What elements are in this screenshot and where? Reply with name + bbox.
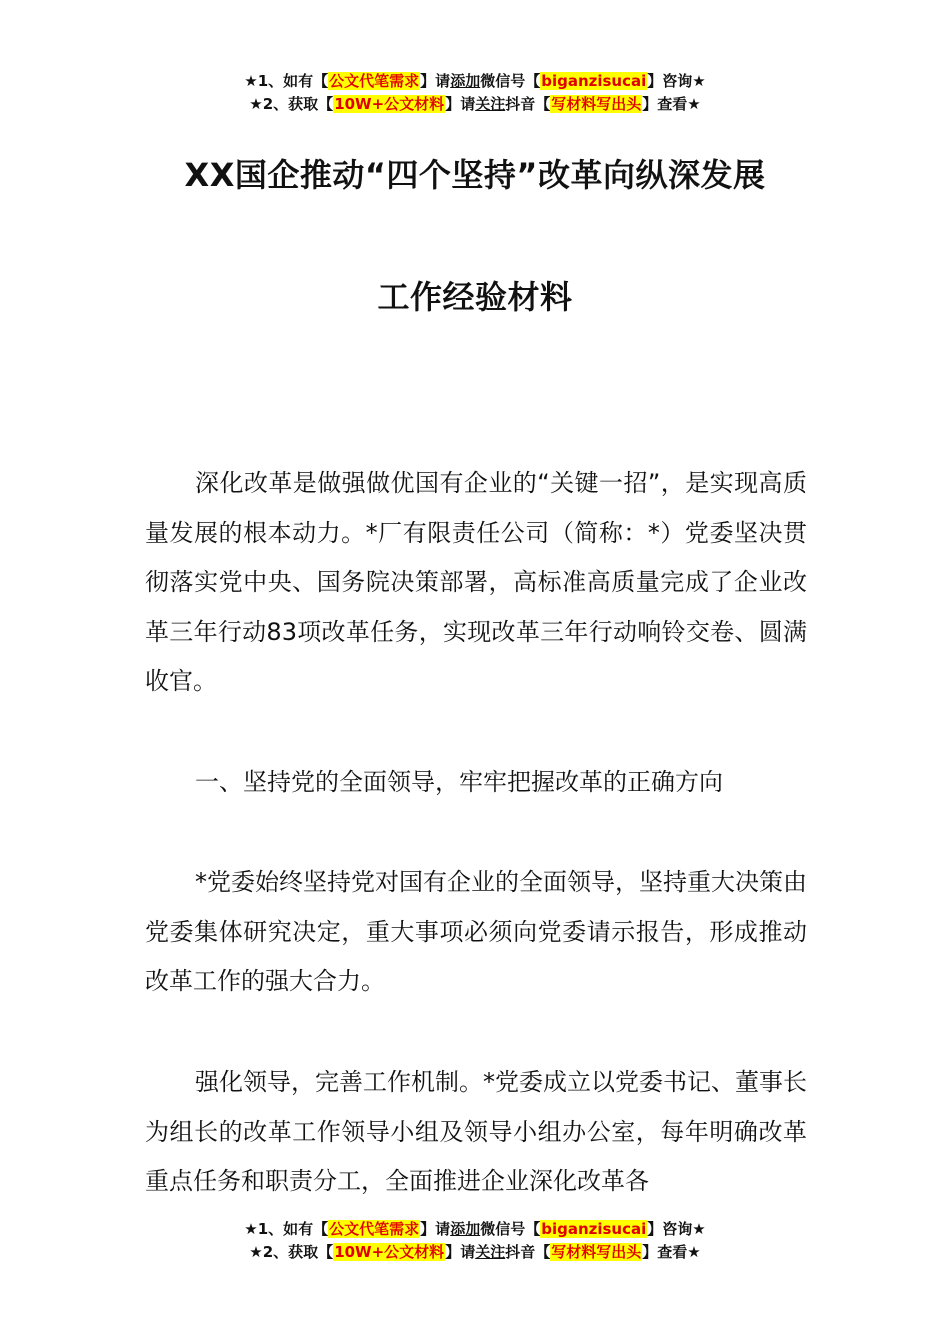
document-title-line-2: 工作经验材料 [377,278,573,316]
highlight-douyin-id: 写材料写出头 [551,1243,642,1261]
banner-underlined: 关注 [475,1243,506,1261]
banner-underlined: 添加 [450,72,481,90]
banner-text: 】请 [420,1220,451,1238]
banner-line-2 [0,1241,950,1264]
section-heading-1: 一、坚持党的全面领导，牢牢把握改革的正确方向 [195,768,723,796]
footer-banner [0,1218,950,1264]
paragraph-intro: 深化改革是做强做优国有企业的“关键一招”，是实现高质量发展的根本动力。*厂有限责任公司（简称：*）党委坚决贯彻落实党中央、国务院决策部署，高标准高质量完成了企业改革三年行动83项改革任务，实现改革三年行动响铃交卷、圆满收官。 [145,469,807,695]
banner-text: 】咨询★ [647,1220,706,1238]
header-banner [0,70,950,116]
banner-line-1 [0,1218,950,1241]
banner-text: 】请 [445,1243,476,1261]
highlight-service: 公文代笔需求 [329,72,420,90]
banner-text: ★2、获取【 [249,95,334,113]
banner-text: 】查看★ [642,95,701,113]
banner-text: 微信号【 [480,1220,541,1238]
highlight-wechat-id: biganzisucai [541,1220,647,1238]
highlight-materials: 10W+公文材料 [334,1243,445,1261]
paragraph-work-mechanism: 强化领导，完善工作机制。*党委成立以党委书记、董事长为组长的改革工作领导小组及领导小组办公室，每年明确改革重点任务和职责分工，全面推进企业深化改革各 [145,1068,807,1195]
banner-text: 微信号【 [480,72,541,90]
banner-text: 】咨询★ [647,72,706,90]
banner-text: ★1、如有【 [244,72,329,90]
banner-text: 抖音【 [505,95,551,113]
highlight-wechat-id: biganzisucai [541,72,647,90]
banner-line-1 [0,70,950,93]
document-title-line-1: XX国企推动“四个坚持”改革向纵深发展 [184,156,766,194]
paragraph-party-leadership: *党委始终坚持党对国有企业的全面领导，坚持重大决策由党委集体研究决定，重大事项必须向党委请示报告，形成推动改革工作的强大合力。 [145,868,807,995]
highlight-service: 公文代笔需求 [329,1220,420,1238]
banner-text: 】请 [445,95,476,113]
banner-underlined: 添加 [450,1220,481,1238]
highlight-douyin-id: 写材料写出头 [551,95,642,113]
banner-line-2 [0,93,950,116]
banner-text: 】请 [420,72,451,90]
banner-text: 抖音【 [505,1243,551,1261]
banner-underlined: 关注 [475,95,506,113]
highlight-materials: 10W+公文材料 [334,95,445,113]
banner-text: 】查看★ [642,1243,701,1261]
banner-text: ★1、如有【 [244,1220,329,1238]
banner-text: ★2、获取【 [249,1243,334,1261]
